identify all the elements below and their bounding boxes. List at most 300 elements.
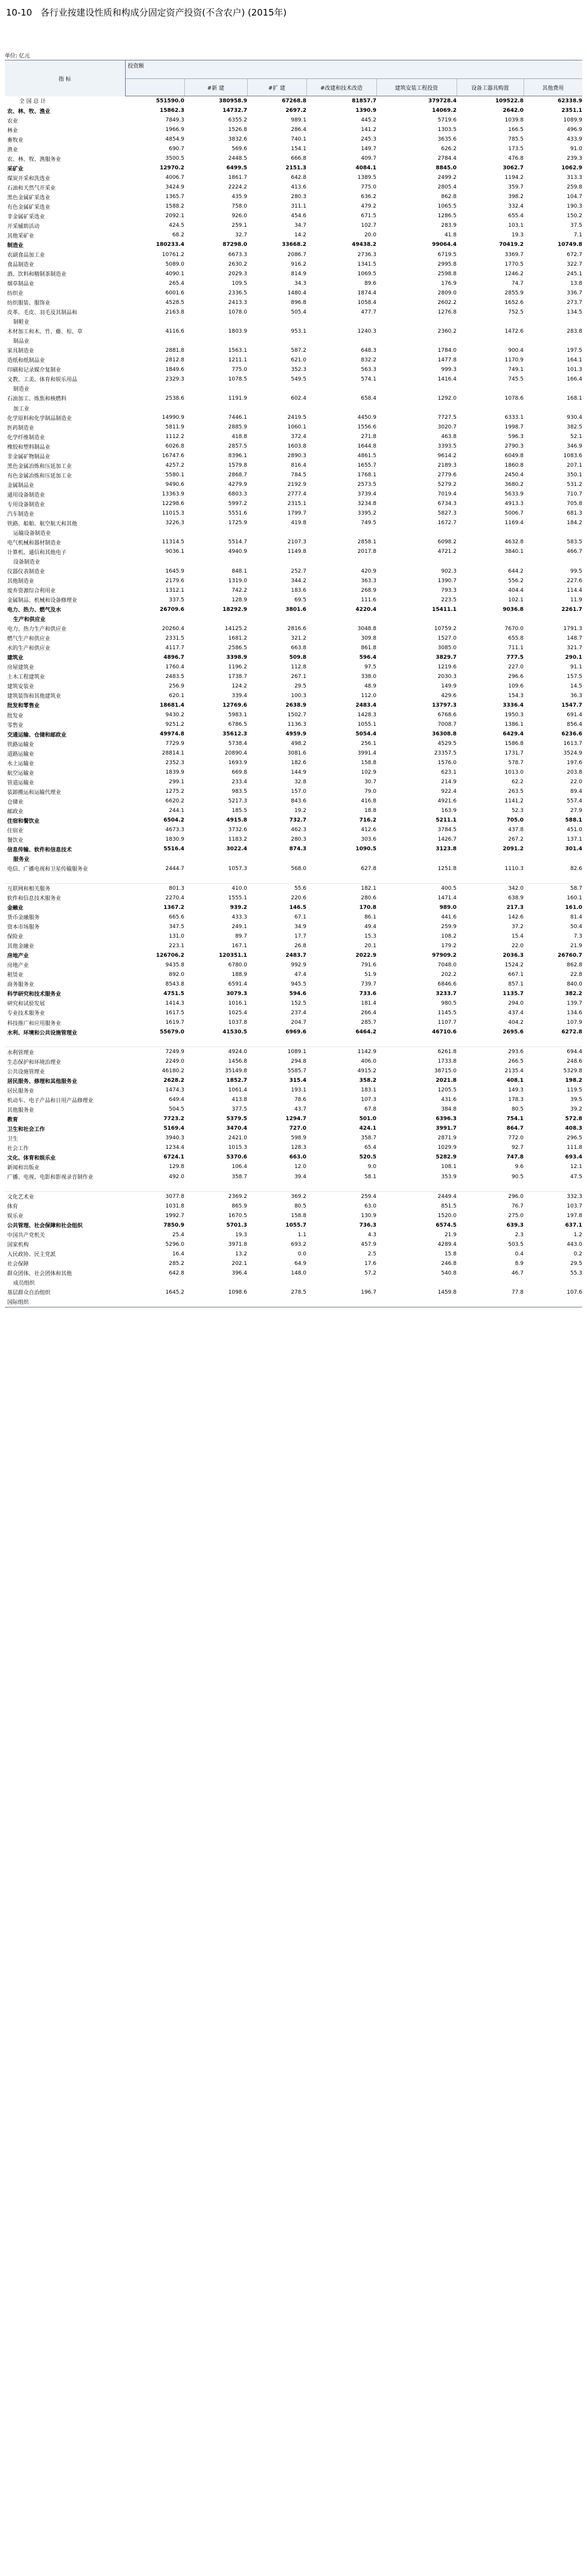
cell-value	[524, 557, 582, 567]
table-row	[5, 729, 582, 739]
row-label: 燃气生产和供应业	[7, 636, 51, 643]
cell-value: 1588.2	[165, 203, 184, 210]
cell-value: 6429.4	[503, 731, 524, 738]
row-label: 金属制品业	[7, 482, 35, 489]
cell-value: 16.4	[172, 1251, 184, 1257]
cell-value: 80.5	[294, 1203, 306, 1209]
cell-value: 1738.7	[228, 673, 247, 680]
cell-value: 5585.7	[287, 1068, 306, 1075]
cell-value: 77.8	[511, 1289, 524, 1295]
cell-value: 267.2	[508, 837, 524, 843]
cell-value: 14732.7	[223, 108, 247, 114]
cell-value: 157.0	[291, 789, 306, 795]
table-row	[5, 183, 582, 192]
row-label: 专业技术服务业	[7, 1011, 45, 1017]
row-label: 文化、体育和娱乐业	[7, 1155, 56, 1161]
row-label: 专用设备制造业	[7, 501, 45, 508]
cell-value: 2449.4	[437, 1193, 457, 1200]
cell-value: 11314.5	[162, 539, 184, 546]
table-row	[5, 691, 582, 701]
cell-value: 1474.3	[165, 1087, 184, 1094]
cell-value: 16747.6	[162, 453, 184, 460]
cell-value: 848.1	[232, 568, 247, 574]
row-label: 电力、热力生产和供应业	[7, 626, 67, 633]
table-row	[5, 1124, 582, 1133]
cell-value: 1613.7	[563, 741, 583, 747]
table-row	[5, 1114, 582, 1124]
row-label: 居民服务、修理和其他服务业	[7, 1078, 78, 1085]
cell-value: 732.7	[289, 817, 306, 824]
cell-value: 663.8	[291, 644, 306, 651]
row-label: 批发业	[7, 713, 24, 719]
cell-value: 2598.8	[437, 270, 457, 277]
cell-value: 10749.8	[558, 242, 583, 248]
cell-value: 7723.2	[163, 1116, 184, 1123]
cell-value	[247, 854, 306, 863]
cell-value: 705.0	[506, 817, 524, 824]
table-row	[5, 308, 582, 317]
cell-value: 793.3	[441, 587, 457, 594]
cell-value: 166.5	[508, 127, 524, 133]
row-label: 化学纤维制造业	[7, 434, 45, 441]
investment-table	[5, 60, 582, 1307]
cell-value: 0.0	[297, 1251, 306, 1257]
row-label: 卫生和社会工作	[7, 1126, 45, 1133]
cell-value: 6768.6	[437, 712, 457, 719]
cell-value: 1547.7	[561, 702, 583, 708]
row-label: 制造业	[13, 387, 30, 393]
cell-value: 1428.3	[357, 712, 376, 719]
cell-value: 6719.5	[437, 251, 457, 258]
cell-value: 64.9	[294, 1260, 306, 1267]
cell-value: 1645.9	[165, 568, 184, 574]
cell-value: 62338.9	[558, 98, 583, 105]
cell-value: 179.2	[441, 942, 457, 949]
row-label: 仓储业	[7, 799, 24, 805]
cell-value: 758.0	[232, 203, 247, 210]
cell-value: 181.4	[361, 1000, 376, 1006]
header-renovation: #改建和技术改造	[306, 79, 376, 96]
table-row	[5, 173, 582, 183]
cell-value: 6464.2	[355, 1029, 376, 1036]
cell-value: 97.5	[364, 664, 376, 670]
cell-value: 2816.6	[287, 625, 306, 632]
cell-value: 10759.2	[434, 625, 457, 632]
row-label: 造纸和纸制品业	[7, 358, 45, 364]
cell-value: 2030.3	[437, 673, 457, 680]
cell-value: 3784.5	[437, 827, 457, 834]
table-row	[5, 470, 582, 480]
cell-value: 1083.6	[563, 453, 583, 460]
cell-value: 1078.6	[504, 395, 524, 402]
cell-value	[524, 854, 582, 863]
cell-value: 922.4	[441, 789, 457, 795]
cell-value: 1069.5	[357, 270, 376, 277]
cell-value: 896.8	[291, 299, 306, 306]
cell-value: 79.0	[364, 789, 376, 795]
cell-value: 1078.5	[228, 376, 247, 382]
cell-value: 667.1	[508, 971, 524, 978]
row-label: 烟草制品业	[7, 281, 35, 288]
cell-value: 148.7	[567, 635, 583, 641]
cell-value: 3739.4	[357, 491, 376, 498]
cell-value: 416.8	[361, 798, 376, 805]
cell-value: 2790.3	[504, 443, 524, 450]
cell-value: 1655.7	[357, 463, 376, 469]
cell-value: 2351.1	[561, 108, 583, 114]
cell-value: 112.8	[291, 664, 306, 670]
cell-value: 1065.5	[437, 203, 457, 210]
cell-value	[457, 1278, 524, 1288]
cell-value: 501.0	[359, 1116, 376, 1123]
table-row	[5, 1076, 582, 1085]
cell-value	[184, 317, 247, 327]
cell-value: 18.8	[364, 808, 376, 814]
table-row	[5, 883, 582, 893]
cell-value: 477.7	[361, 309, 376, 315]
cell-value: 103.7	[567, 1203, 583, 1209]
cell-value	[184, 874, 247, 884]
cell-value: 2450.4	[504, 472, 524, 479]
cell-value: 142.6	[508, 914, 524, 920]
cell-value: 2419.5	[287, 415, 306, 421]
table-row	[5, 720, 582, 729]
row-label: 批发和零售业	[7, 703, 40, 710]
cell-value: 6504.2	[163, 817, 184, 824]
cell-value: 2352.3	[165, 760, 184, 767]
cell-value: 451.0	[567, 827, 583, 834]
cell-value: 1471.4	[437, 895, 457, 901]
cell-value: 0.2	[573, 1251, 583, 1257]
row-label: 卫生	[7, 1136, 19, 1142]
cell-value: 178.3	[508, 1097, 524, 1103]
cell-value: 5279.2	[437, 482, 457, 488]
cell-value: 3991.4	[357, 750, 376, 757]
cell-value: 3234.8	[357, 501, 376, 507]
cell-value: 9036.8	[503, 606, 524, 613]
cell-value: 34.9	[294, 923, 306, 930]
cell-value	[306, 403, 376, 413]
cell-value: 63.0	[364, 1203, 376, 1209]
cell-value	[125, 384, 184, 394]
page-title	[6, 6, 287, 19]
cell-value: 190.3	[567, 203, 583, 210]
cell-value: 9251.2	[165, 722, 184, 728]
cell-value: 18681.4	[160, 702, 184, 708]
cell-value: 3832.6	[228, 136, 247, 143]
cell-value: 109.6	[508, 683, 524, 689]
cell-value: 4528.5	[165, 299, 184, 306]
cell-value: 97909.2	[432, 952, 457, 959]
cell-value: 336.7	[567, 290, 583, 296]
cell-value: 80.5	[511, 1106, 524, 1113]
cell-value: 271.8	[361, 434, 376, 440]
cell-value: 5379.5	[226, 1116, 247, 1123]
cell-value	[457, 384, 524, 394]
cell-value: 4117.7	[165, 644, 184, 651]
cell-value: 437.4	[508, 1009, 524, 1016]
cell-value: 902.3	[441, 568, 457, 574]
cell-value: 68.2	[172, 232, 184, 239]
cell-value	[125, 557, 184, 567]
cell-value: 596.3	[508, 434, 524, 440]
cell-value: 7249.9	[165, 1049, 184, 1056]
cell-value: 358.2	[359, 1078, 376, 1084]
cell-value: 1670.5	[228, 1212, 247, 1219]
cell-value: 638.9	[508, 895, 524, 901]
row-label: 科技推广和应用服务业	[7, 1020, 62, 1027]
cell-value	[125, 1297, 184, 1307]
table-row	[5, 1057, 582, 1066]
cell-value: 1196.2	[228, 664, 247, 670]
cell-value: 5296.0	[165, 1241, 184, 1248]
cell-value: 9435.8	[165, 962, 184, 968]
cell-value: 2697.2	[285, 108, 306, 114]
cell-value: 183.1	[361, 1087, 376, 1094]
cell-value: 1681.2	[228, 635, 247, 641]
unit-label: 单位: 亿元	[5, 53, 30, 59]
cell-value	[524, 317, 582, 327]
cell-value: 7008.7	[437, 722, 457, 728]
cell-value: 1089.1	[287, 1049, 306, 1056]
cell-value: 1.2	[573, 1231, 583, 1238]
cell-value: 655.8	[508, 635, 524, 641]
cell-value	[306, 384, 376, 394]
cell-value: 1617.5	[165, 1009, 184, 1016]
row-label: 金属制品、机械和设备修理业	[7, 598, 78, 604]
cell-value: 1090.5	[355, 846, 376, 853]
cell-value: 15411.1	[432, 606, 457, 613]
cell-value: 9430.2	[165, 712, 184, 719]
table-row	[5, 96, 582, 107]
cell-value: 38715.0	[434, 1068, 457, 1075]
table-row	[5, 999, 582, 1008]
cell-value: 33668.2	[282, 242, 306, 248]
row-label: 社会保障	[7, 1261, 29, 1268]
cell-value: 424.5	[169, 223, 184, 229]
cell-value: 1555.1	[228, 895, 247, 901]
row-label: 食品制造业	[7, 262, 35, 269]
cell-value: 129.8	[169, 1164, 184, 1170]
cell-value: 134.5	[567, 309, 583, 315]
row-label: 居民服务业	[7, 1088, 35, 1094]
row-label: 运输设备制造业	[13, 530, 51, 537]
row-label: 仪器仪表制造业	[7, 569, 45, 576]
cell-value: 5719.6	[437, 117, 457, 124]
row-label: 装卸搬运和运输代理业	[7, 789, 62, 796]
cell-value: 843.6	[291, 798, 306, 805]
cell-value: 37.2	[511, 923, 524, 930]
cell-value: 332.4	[508, 203, 524, 210]
cell-value: 1839.9	[165, 770, 184, 776]
cell-value: 1145.5	[437, 1009, 457, 1016]
row-label: 农业	[7, 118, 19, 124]
cell-value: 245.1	[567, 270, 583, 277]
cell-value: 574.1	[361, 376, 376, 382]
cell-value: 233.4	[232, 779, 247, 786]
cell-value: 3635.6	[437, 136, 457, 143]
cell-value: 9490.6	[165, 482, 184, 488]
cell-value: 6001.6	[165, 290, 184, 296]
cell-value: 3085.0	[437, 644, 457, 651]
cell-value: 418.8	[232, 434, 247, 440]
cell-value	[524, 528, 582, 537]
cell-value	[524, 874, 582, 884]
row-label: 水上运输业	[7, 761, 35, 767]
cell-value: 6846.6	[437, 981, 457, 987]
cell-value: 775.0	[232, 366, 247, 373]
row-label: 公共管理、社会保障和社会组织	[7, 1223, 83, 1230]
row-label: 计算机、通信和其他电子	[7, 549, 67, 556]
cell-value: 1556.6	[357, 424, 376, 431]
cell-value: 2151.3	[285, 165, 306, 172]
table-row	[5, 557, 582, 567]
cell-value: 658.4	[361, 395, 376, 402]
cell-value: 2779.6	[437, 472, 457, 479]
cell-value	[376, 874, 457, 884]
cell-value: 588.1	[565, 817, 583, 824]
cell-value	[125, 854, 184, 863]
cell-value: 710.7	[567, 491, 583, 498]
cell-value: 3020.7	[437, 424, 457, 431]
table-row	[5, 1027, 582, 1037]
table-row	[5, 913, 582, 922]
cell-value: 207.1	[567, 463, 583, 469]
cell-value: 433.9	[567, 136, 583, 143]
cell-value: 13363.9	[162, 491, 184, 498]
cell-value: 89.4	[570, 789, 583, 795]
cell-value: 620.1	[169, 692, 184, 699]
cell-value: 2224.2	[228, 184, 247, 191]
cell-value: 20.0	[364, 232, 376, 239]
cell-value: 217.3	[506, 904, 524, 911]
table-row	[5, 653, 582, 662]
cell-value: 4721.2	[437, 549, 457, 555]
cell-value: 2329.3	[165, 376, 184, 382]
cell-value: 503.5	[508, 1241, 524, 1248]
cell-value: 504.5	[169, 1106, 184, 1113]
cell-value: 8543.8	[165, 981, 184, 987]
table-row	[5, 1047, 582, 1057]
cell-value: 52.1	[570, 434, 583, 440]
table-row	[5, 221, 582, 230]
cell-value: 1992.7	[165, 1212, 184, 1219]
cell-value: 161.0	[565, 904, 583, 911]
cell-value: 2163.8	[165, 309, 184, 315]
row-label: 租赁业	[7, 972, 24, 979]
row-label: 教育	[7, 1117, 19, 1123]
cell-value: 20890.4	[224, 750, 247, 757]
cell-value	[376, 615, 457, 624]
cell-value	[457, 557, 524, 567]
cell-value: 9.0	[367, 1164, 376, 1170]
row-label: 木材加工和木、竹、藤、棕、草	[7, 329, 83, 336]
row-label: 有色金属冶炼和压延加工业	[7, 473, 72, 479]
cell-value: 246.8	[441, 1260, 457, 1267]
cell-value: 1472.6	[504, 328, 524, 334]
cell-value: 4673.3	[165, 827, 184, 834]
cell-value: 382.5	[567, 424, 583, 431]
cell-value: 1191.9	[228, 395, 247, 402]
cell-value: 35612.3	[223, 731, 247, 738]
cell-value: 1520.0	[437, 1212, 457, 1219]
table-row	[5, 250, 582, 260]
cell-value: 8845.0	[436, 165, 457, 172]
cell-value: 3500.5	[165, 156, 184, 162]
table-row	[5, 1221, 582, 1230]
cell-value: 437.8	[508, 827, 524, 834]
cell-value: 36.3	[570, 692, 583, 699]
cell-value: 167.1	[232, 942, 247, 949]
cell-value: 303.6	[361, 837, 376, 843]
cell-value: 19.3	[511, 232, 524, 239]
cell-value: 180233.4	[156, 242, 184, 248]
table-row	[5, 932, 582, 941]
cell-value: 55.6	[294, 885, 306, 892]
cell-value: 89.7	[235, 933, 247, 939]
cell-value: 3077.8	[165, 1193, 184, 1200]
cell-value: 4861.5	[357, 453, 376, 460]
cell-value: 154.3	[508, 692, 524, 699]
cell-value: 32.8	[294, 779, 306, 786]
cell-value	[247, 528, 306, 537]
cell-value: 690.7	[169, 146, 184, 153]
table-row	[5, 806, 582, 816]
cell-value: 6333.1	[504, 415, 524, 421]
cell-value: 1645.2	[165, 1289, 184, 1295]
cell-value: 431.6	[441, 1097, 457, 1103]
cell-value: 693.4	[565, 1154, 583, 1161]
cell-value	[306, 528, 376, 537]
cell-value: 1874.4	[357, 290, 376, 296]
cell-value: 259.9	[441, 923, 457, 930]
cell-value: 280.3	[291, 837, 306, 843]
row-label: 制品业	[13, 339, 30, 345]
cell-value: 6780.0	[228, 962, 247, 968]
cell-value: 1037.8	[228, 1020, 247, 1026]
cell-value: 2630.2	[228, 261, 247, 267]
cell-value: 48.9	[364, 683, 376, 689]
cell-value: 6574.5	[436, 1222, 457, 1228]
cell-value: 3395.2	[357, 510, 376, 517]
cell-value: 164.1	[567, 357, 583, 363]
table-row	[5, 1143, 582, 1152]
cell-value	[376, 336, 457, 346]
cell-value: 926.0	[232, 213, 247, 220]
table-row	[5, 816, 582, 825]
cell-value: 275.0	[508, 1212, 524, 1219]
cell-value	[247, 317, 306, 327]
cell-value: 857.1	[508, 981, 524, 987]
cell-value: 1246.2	[504, 270, 524, 277]
cell-value: 3829.7	[436, 654, 457, 661]
cell-value: 99064.4	[432, 242, 457, 248]
cell-value: 293.6	[508, 1049, 524, 1056]
cell-value: 862.8	[567, 962, 583, 968]
table-row	[5, 413, 582, 422]
cell-value: 649.4	[169, 1097, 184, 1103]
cell-value: 549.5	[291, 376, 306, 382]
cell-value: 301.4	[565, 846, 583, 853]
cell-value: 1860.8	[504, 463, 524, 469]
cell-value: 256.9	[169, 683, 184, 689]
cell-value: 2885.9	[228, 424, 247, 431]
row-label: 铁路、船舶、航空航天和其他	[7, 521, 78, 527]
row-label: 医药制造业	[7, 425, 35, 431]
table-row	[5, 624, 582, 634]
table-row	[5, 537, 582, 547]
cell-value: 67268.8	[282, 98, 306, 105]
